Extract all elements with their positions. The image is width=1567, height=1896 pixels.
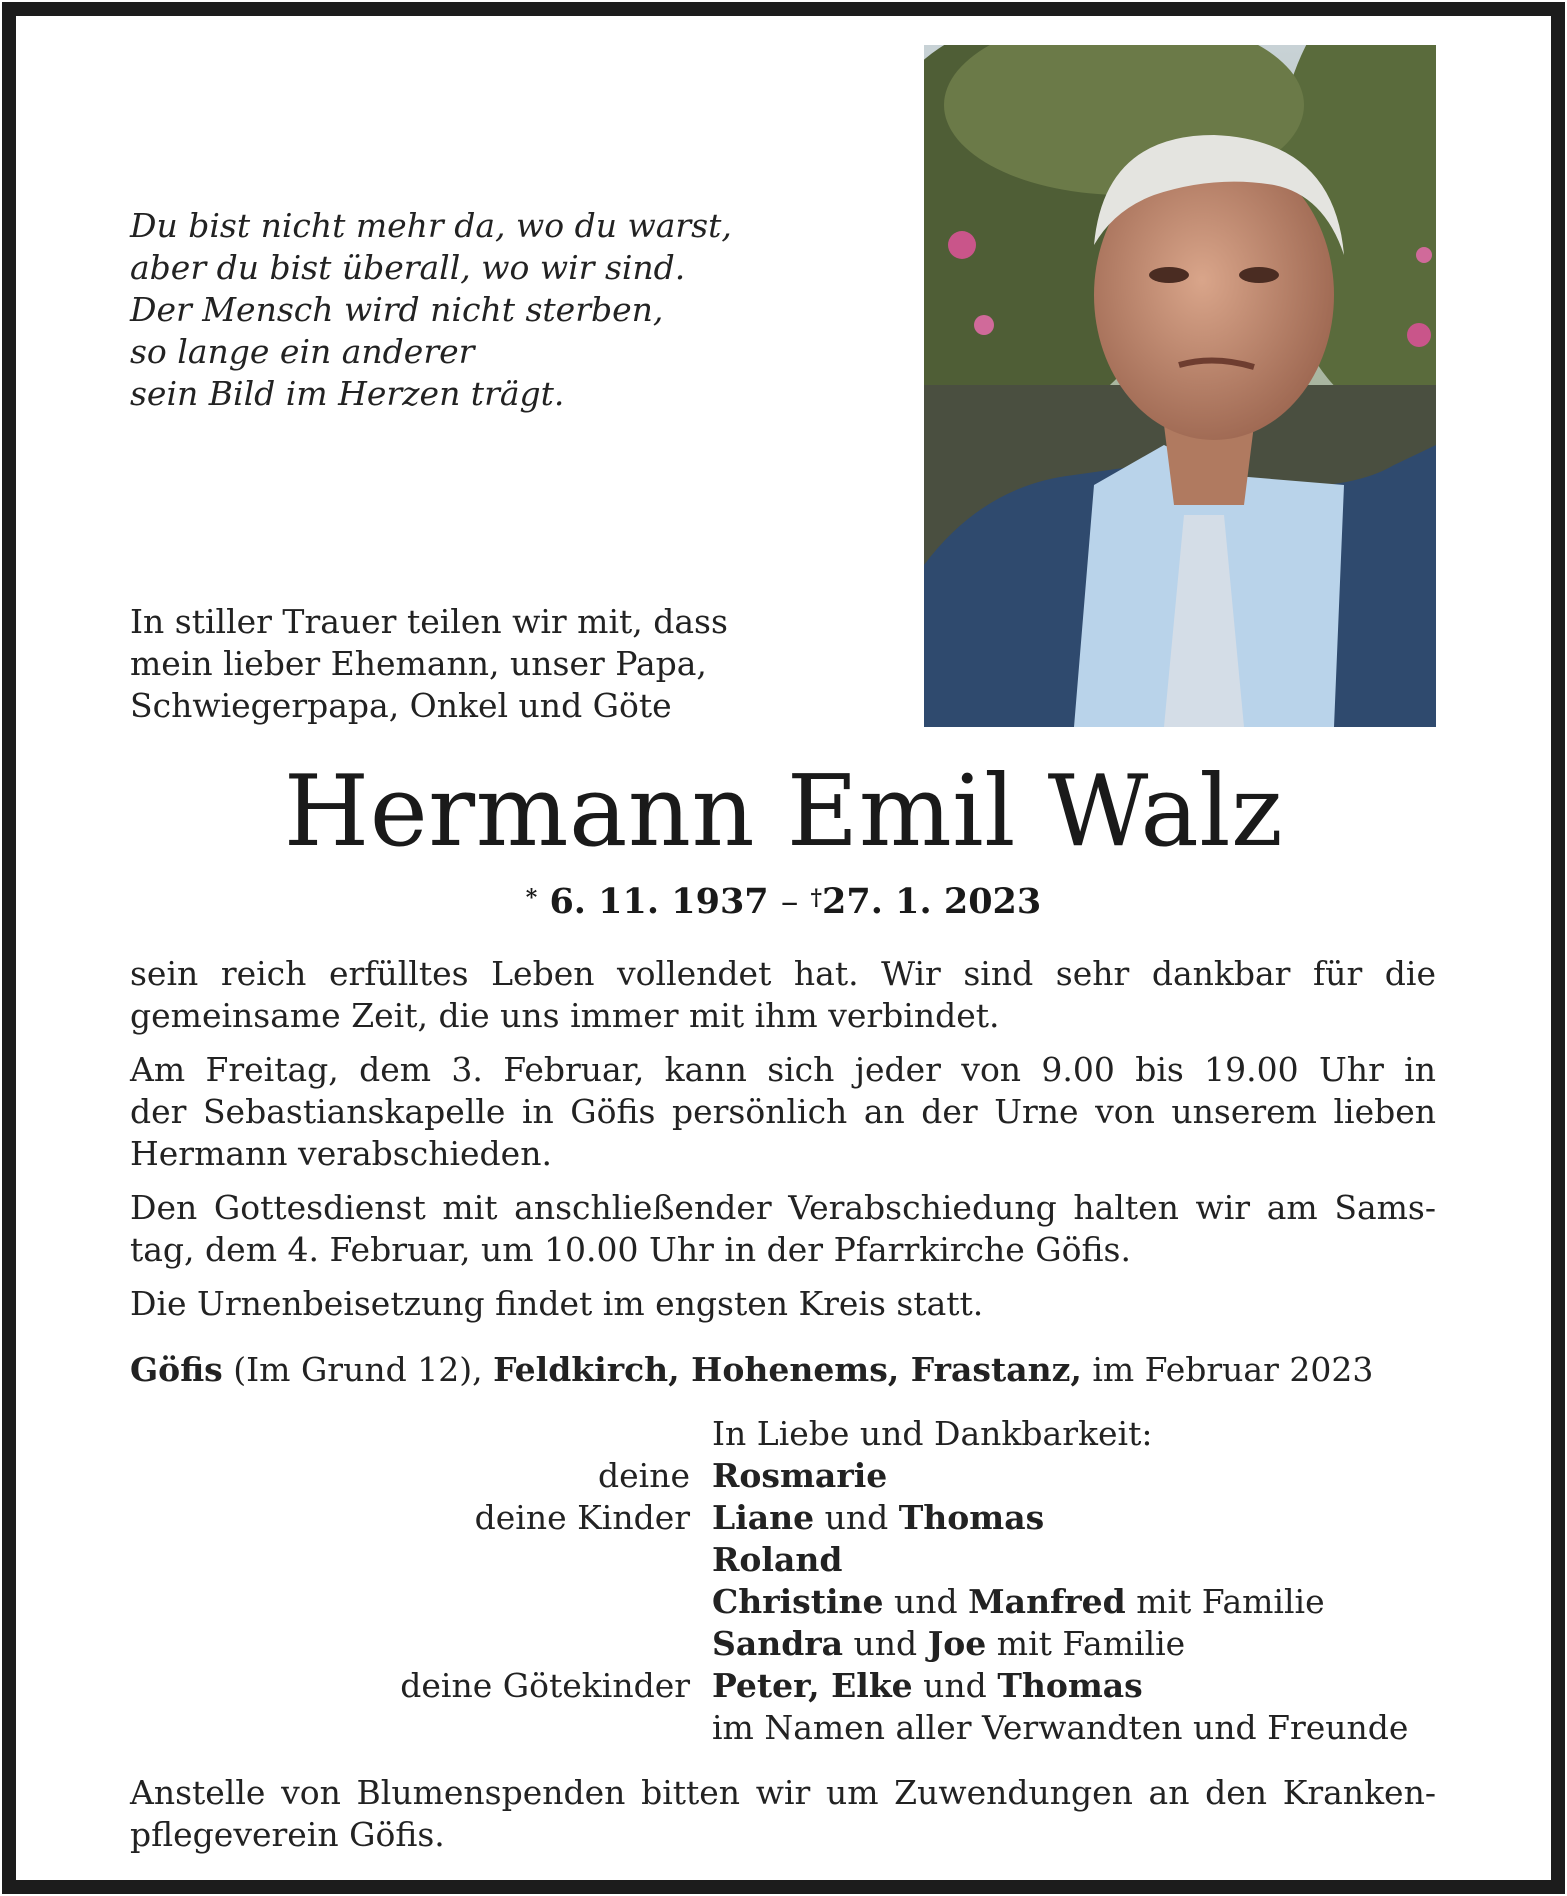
text-line: tag, dem 4. Februar, um 10.00 Uhr in der Pfarrkirche Göfis. <box>130 1230 1131 1269</box>
child-name: Liane <box>712 1498 815 1537</box>
child-name: Manfred <box>968 1582 1126 1621</box>
place-goefis: Göfis <box>130 1350 223 1389</box>
godchild-names: Peter, Elke <box>712 1666 913 1705</box>
poem-line: Der Mensch wird nicht sterben, <box>130 290 664 329</box>
portrait-photo <box>924 45 1436 727</box>
portrait-illustration <box>924 45 1436 727</box>
paragraph-service <box>130 1187 1436 1271</box>
other-places: Feldkirch, Hohenems, Frastanz, <box>493 1350 1082 1389</box>
birth-symbol: * <box>525 885 538 911</box>
deceased-name: Hermann Emil Walz <box>283 755 1284 869</box>
child-name: Thomas <box>898 1498 1045 1537</box>
children-label: deine Kinder <box>474 1498 690 1537</box>
conjunction: und <box>843 1624 928 1663</box>
intro-line: Schwiegerpapa, Onkel und Göte <box>130 686 672 725</box>
relatives-line: im Namen aller Verwandten und Freunde <box>712 1708 1409 1747</box>
text-line: Am Freitag, dem 3. Februar, kann sich jeder von 9.00 bis 19.00 Uhr in <box>130 1050 1436 1089</box>
wife-name: Rosmarie <box>712 1456 888 1495</box>
poem <box>130 205 732 415</box>
text-line: der Sebastianskapelle in Göfis persönlich an der Urne von unserem lieben <box>130 1092 1436 1131</box>
poem-line: aber du bist überall, wo wir sind. <box>130 248 686 287</box>
poem-line: so lange ein anderer <box>130 332 475 371</box>
text-line: Anstelle von Blumenspenden bitten wir um Zuwendungen an den Kranken- <box>130 1773 1436 1812</box>
conjunction: und <box>883 1582 969 1621</box>
life-dates <box>0 877 1567 927</box>
notice-date: im Februar 2023 <box>1081 1350 1374 1389</box>
conjunction: und <box>912 1666 998 1705</box>
with-family: mit Familie <box>1125 1582 1325 1621</box>
places-line <box>130 1349 1373 1391</box>
text-line: Den Gottesdienst mit anschließender Verabschiedung halten wir am Sams- <box>130 1188 1436 1227</box>
signature-heading: In Liebe und Dankbarkeit: <box>712 1414 1153 1453</box>
with-family: mit Familie <box>986 1624 1186 1663</box>
poem-line: Du bist nicht mehr da, wo du warst, <box>130 206 732 245</box>
date-separator: – <box>780 882 799 922</box>
poem-line: sein Bild im Herzen trägt. <box>130 374 565 413</box>
text-line: gemeinsame Zeit, die uns immer mit ihm verbindet. <box>130 996 1000 1035</box>
signatures <box>130 1413 1436 1749</box>
godchildren-label: deine Götekinder <box>400 1666 690 1705</box>
text-line: Die Urnenbeisetzung findet im engsten Kreis statt. <box>130 1284 984 1323</box>
text-line: pflegeverein Göfis. <box>130 1815 445 1854</box>
donation-note <box>130 1772 1436 1856</box>
announcement-body <box>130 953 1436 1337</box>
paragraph-burial <box>130 1283 1436 1325</box>
death-symbol: † <box>810 885 823 911</box>
child-name: Christine <box>712 1582 884 1621</box>
death-date: 27. 1. 2023 <box>822 881 1042 922</box>
paragraph-life <box>130 953 1436 1037</box>
wife-label: deine <box>598 1456 690 1495</box>
paragraph-viewing <box>130 1049 1436 1175</box>
child-name: Sandra <box>712 1624 844 1663</box>
text-line: Hermann verabschieden. <box>130 1134 552 1173</box>
child-name: Roland <box>712 1540 843 1579</box>
birth-date: 6. 11. 1937 <box>549 881 769 922</box>
text-line: sein reich erfülltes Leben vollendet hat. Wir sind sehr dankbar für die <box>130 954 1436 993</box>
intro-line: In stiller Trauer teilen wir mit, dass <box>130 602 728 641</box>
intro-line: mein lieber Ehemann, unser Papa, <box>130 644 707 683</box>
child-name: Joe <box>927 1624 987 1663</box>
godchild-name: Thomas <box>997 1666 1143 1705</box>
conjunction: und <box>814 1498 899 1537</box>
address: (Im Grund 12), <box>222 1350 494 1389</box>
intro-text <box>130 601 728 727</box>
